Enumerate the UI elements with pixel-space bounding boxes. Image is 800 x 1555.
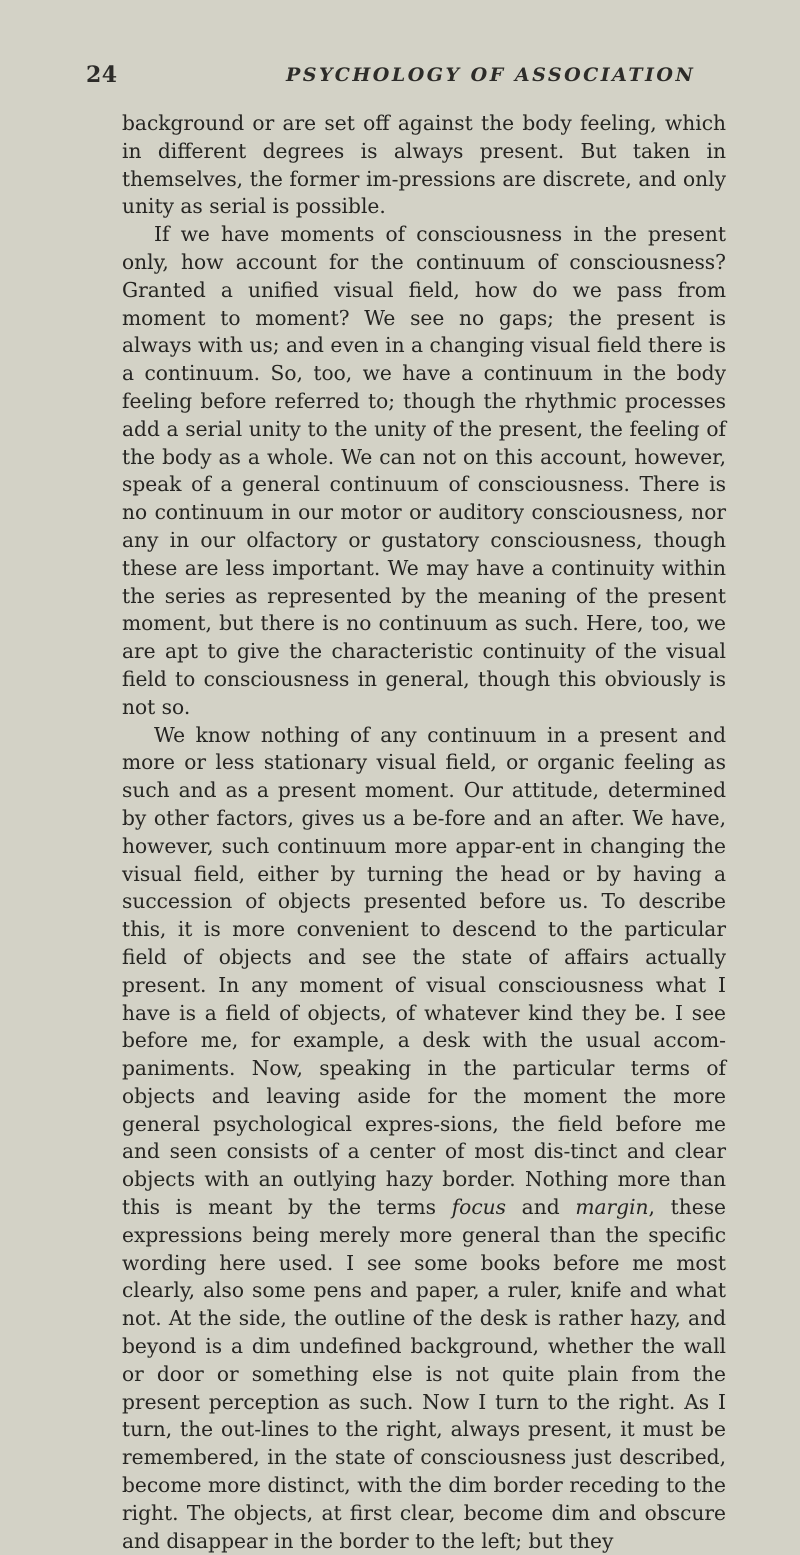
paragraph-2: If we have moments of consciousness in the present only, how account for the continuum of consciousness? Granted a unified visual field, how do we pass from moment to moment? We see no gaps; the present is always with us; and even in a changing visual field there is a continuum. So, too, we have a continuum in the body feeling before referred to; though the rhythmic processes add a serial unity to the unity of the present, the feeling of the body as a whole. We can not on this account, however, speak of a general continuum of consciousness. There is no continuum in our motor or auditory consciousness, nor any in our olfactory or gustatory consciousness, though these are less important. We may have a continuity within the series as represented by the meaning of the present moment, but there is no continuum as such. Here, too, we are apt to give the characteristic continuity of the visual field to consciousness in general, though this obviously is not so. <box>122 222 726 719</box>
paragraph-1: background or are set off against the body feeling, which in different degrees is always present. But taken in themselves, the former im-pressions are discrete, and only unity as serial is possible. <box>122 111 726 219</box>
running-title: PSYCHOLOGY OF ASSOCIATION <box>286 64 696 86</box>
paragraph-3-part-1: We know nothing of any continuum in a present and more or less stationary visual field, or organic feeling as such and as a present moment. Our attitude, determined by other factors, gives us a be-fore and an after. We have, however, such continuum more appar-ent in changing the visual field, either by turning the head or by having a succession of objects presented before us. To describe this, it is more convenient to descend to the particular field of objects and see the state of affairs actually present. In any moment of visual consciousness what I have is a field of objects, of whatever kind they be. I see before me, for example, a desk with the usual accom-paniments. Now, speaking in the particular terms of objects and leaving aside for the moment the more general psychological expres-sions, the field before me and seen consists of a center of most dis-tinct and clear objects with an outlying hazy border. Nothing more than this is meant by the terms <box>122 722 726 1220</box>
page-header <box>86 62 726 92</box>
paragraph-3-part-3: , these expressions being merely more general than the specific wording here used. I see some books before me most clearly, also some pens and paper, a ruler, knife and what not. At the side, the outline of the desk is rather hazy, and beyond is a dim undefined background, whether the wall or door or something else is not quite plain from the present perception as such. Now I turn to the right. As I turn, the out-lines to the right, always present, it must be remembered, in the state of consciousness just described, become more distinct, with the dim border receding to the right. The objects, at first clear, become dim and obscure and disappear in the border to the left; but they <box>122 1195 726 1553</box>
page-number: 24 <box>86 62 118 88</box>
term-focus: focus <box>451 1195 506 1220</box>
body-text <box>122 110 726 1555</box>
term-margin: margin <box>575 1195 649 1220</box>
paragraph-3 <box>122 722 726 1555</box>
paragraph-3-part-2: and <box>505 1195 576 1220</box>
